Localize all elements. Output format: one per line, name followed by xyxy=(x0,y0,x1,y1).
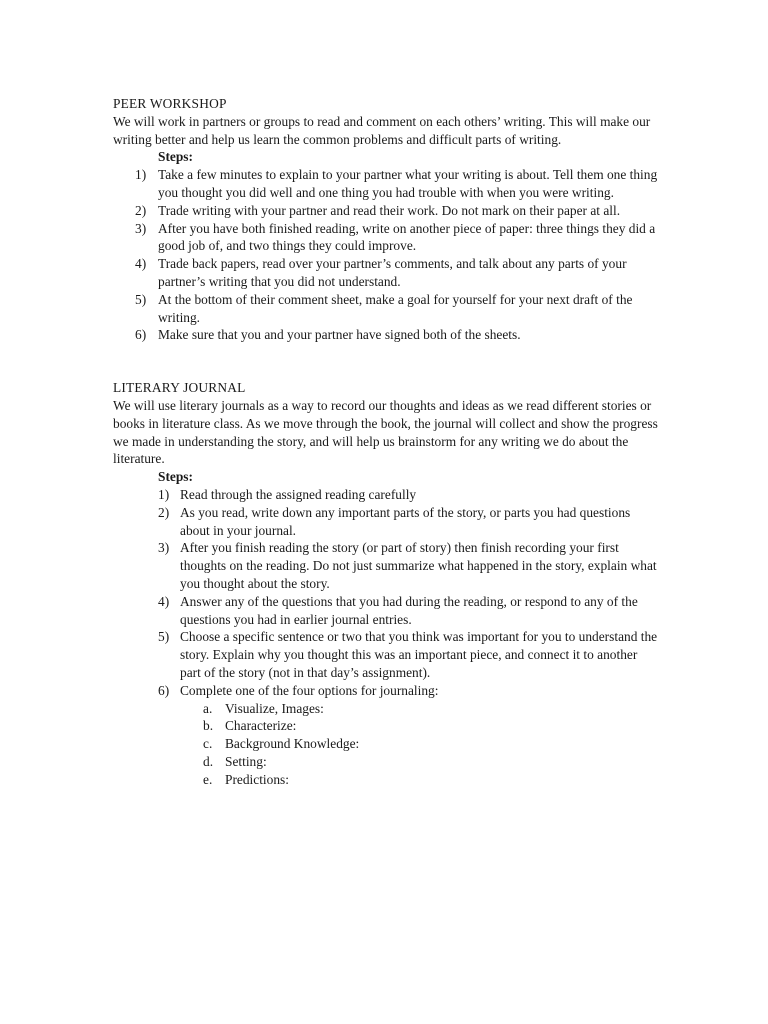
list-item xyxy=(113,700,658,718)
step-text: At the bottom of their comment sheet, make a goal for yourself for your next draft of the writing. xyxy=(158,291,633,325)
list-item xyxy=(113,628,658,681)
step-text: Trade writing with your partner and read their work. Do not mark on their paper at all. xyxy=(158,202,621,218)
list-item xyxy=(113,539,658,592)
peer-workshop-steps-list xyxy=(113,166,658,344)
step-text: Make sure that you and your partner have signed both of the sheets. xyxy=(158,327,521,343)
step-number: 2) xyxy=(158,504,170,520)
option-text: Background Knowledge: xyxy=(225,736,360,752)
step-number: 5) xyxy=(158,629,170,645)
list-item xyxy=(113,255,658,291)
step-text: Choose a specific sentence or two that you think was important for you to understand the story. Explain why you thought this was an important piece, and connect it to another part of the story (not in that day’s assignment). xyxy=(180,629,658,680)
peer-workshop-steps-label: Steps: xyxy=(158,149,193,165)
step-number: 6) xyxy=(158,682,170,698)
document-page xyxy=(113,95,658,788)
step-number: 5) xyxy=(135,291,147,307)
list-item xyxy=(113,166,658,202)
step-text: After you finish reading the story (or part of story) then finish recording your first thoughts on the reading. Do not just summarize what happened in the story, explain what you thought about the story. xyxy=(180,540,657,591)
option-text: Visualize, Images: xyxy=(225,700,324,716)
step-number: 3) xyxy=(135,220,147,236)
list-item xyxy=(113,735,658,753)
list-item xyxy=(113,593,658,629)
step-text: After you have both finished reading, write on another piece of paper: three things they did a good job of, and two things they could improve. xyxy=(158,220,656,254)
literary-journal-title: LITERARY JOURNAL xyxy=(113,380,246,396)
option-letter: a. xyxy=(203,700,213,716)
section-spacer xyxy=(113,344,658,379)
step-number: 3) xyxy=(158,540,170,556)
list-item xyxy=(113,771,658,789)
literary-journal-intro: We will use literary journals as a way to record our thoughts and ideas as we read different stories or books in literature class. As we move through the book, the journal will collect and show the progress we made in understanding the story, and will help us brainstorm for any writing we do about the literature. xyxy=(113,397,658,467)
literary-journal-steps-label: Steps: xyxy=(158,469,193,485)
list-item xyxy=(113,717,658,735)
step-text: Trade back papers, read over your partner’s comments, and talk about any parts of your partner’s writing that you did not understand. xyxy=(158,256,627,289)
option-text: Characterize: xyxy=(225,718,297,734)
literary-journal-section xyxy=(113,379,658,788)
step-text: Answer any of the questions that you had during the reading, or respond to any of the questions you had in earlier journal entries. xyxy=(180,593,638,627)
list-item xyxy=(113,504,658,540)
step-number: 1) xyxy=(158,486,170,502)
option-text: Setting: xyxy=(225,753,267,769)
literary-journal-steps-list xyxy=(113,486,658,700)
list-item xyxy=(113,682,658,700)
journal-options-list xyxy=(113,700,658,789)
step-number: 1) xyxy=(135,167,147,183)
list-item xyxy=(113,220,658,256)
step-number: 4) xyxy=(135,256,147,272)
list-item xyxy=(113,326,658,344)
option-letter: d. xyxy=(203,753,214,769)
step-number: 6) xyxy=(135,327,147,343)
peer-workshop-intro: We will work in partners or groups to read and comment on each others’ writing. This will make our writing better and help us learn the common problems and difficult parts of writing. xyxy=(113,113,651,147)
list-item xyxy=(113,202,658,220)
step-text: Read through the assigned reading carefully xyxy=(180,486,417,502)
option-text: Predictions: xyxy=(225,771,289,787)
step-text: As you read, write down any important parts of the story, or parts you had questions about in your journal. xyxy=(180,504,631,538)
step-number: 4) xyxy=(158,593,170,609)
option-letter: b. xyxy=(203,718,214,734)
option-letter: c. xyxy=(203,736,213,752)
list-item xyxy=(113,753,658,771)
step-text: Complete one of the four options for journaling: xyxy=(180,682,439,698)
list-item xyxy=(113,486,658,504)
peer-workshop-section xyxy=(113,95,658,344)
step-text: Take a few minutes to explain to your partner what your writing is about. Tell them one thing you thought you did well and one thing you had trouble with when you were writing. xyxy=(158,167,658,200)
peer-workshop-title: PEER WORKSHOP xyxy=(113,96,227,111)
list-item xyxy=(113,291,658,327)
step-number: 2) xyxy=(135,202,147,218)
option-letter: e. xyxy=(203,771,213,787)
